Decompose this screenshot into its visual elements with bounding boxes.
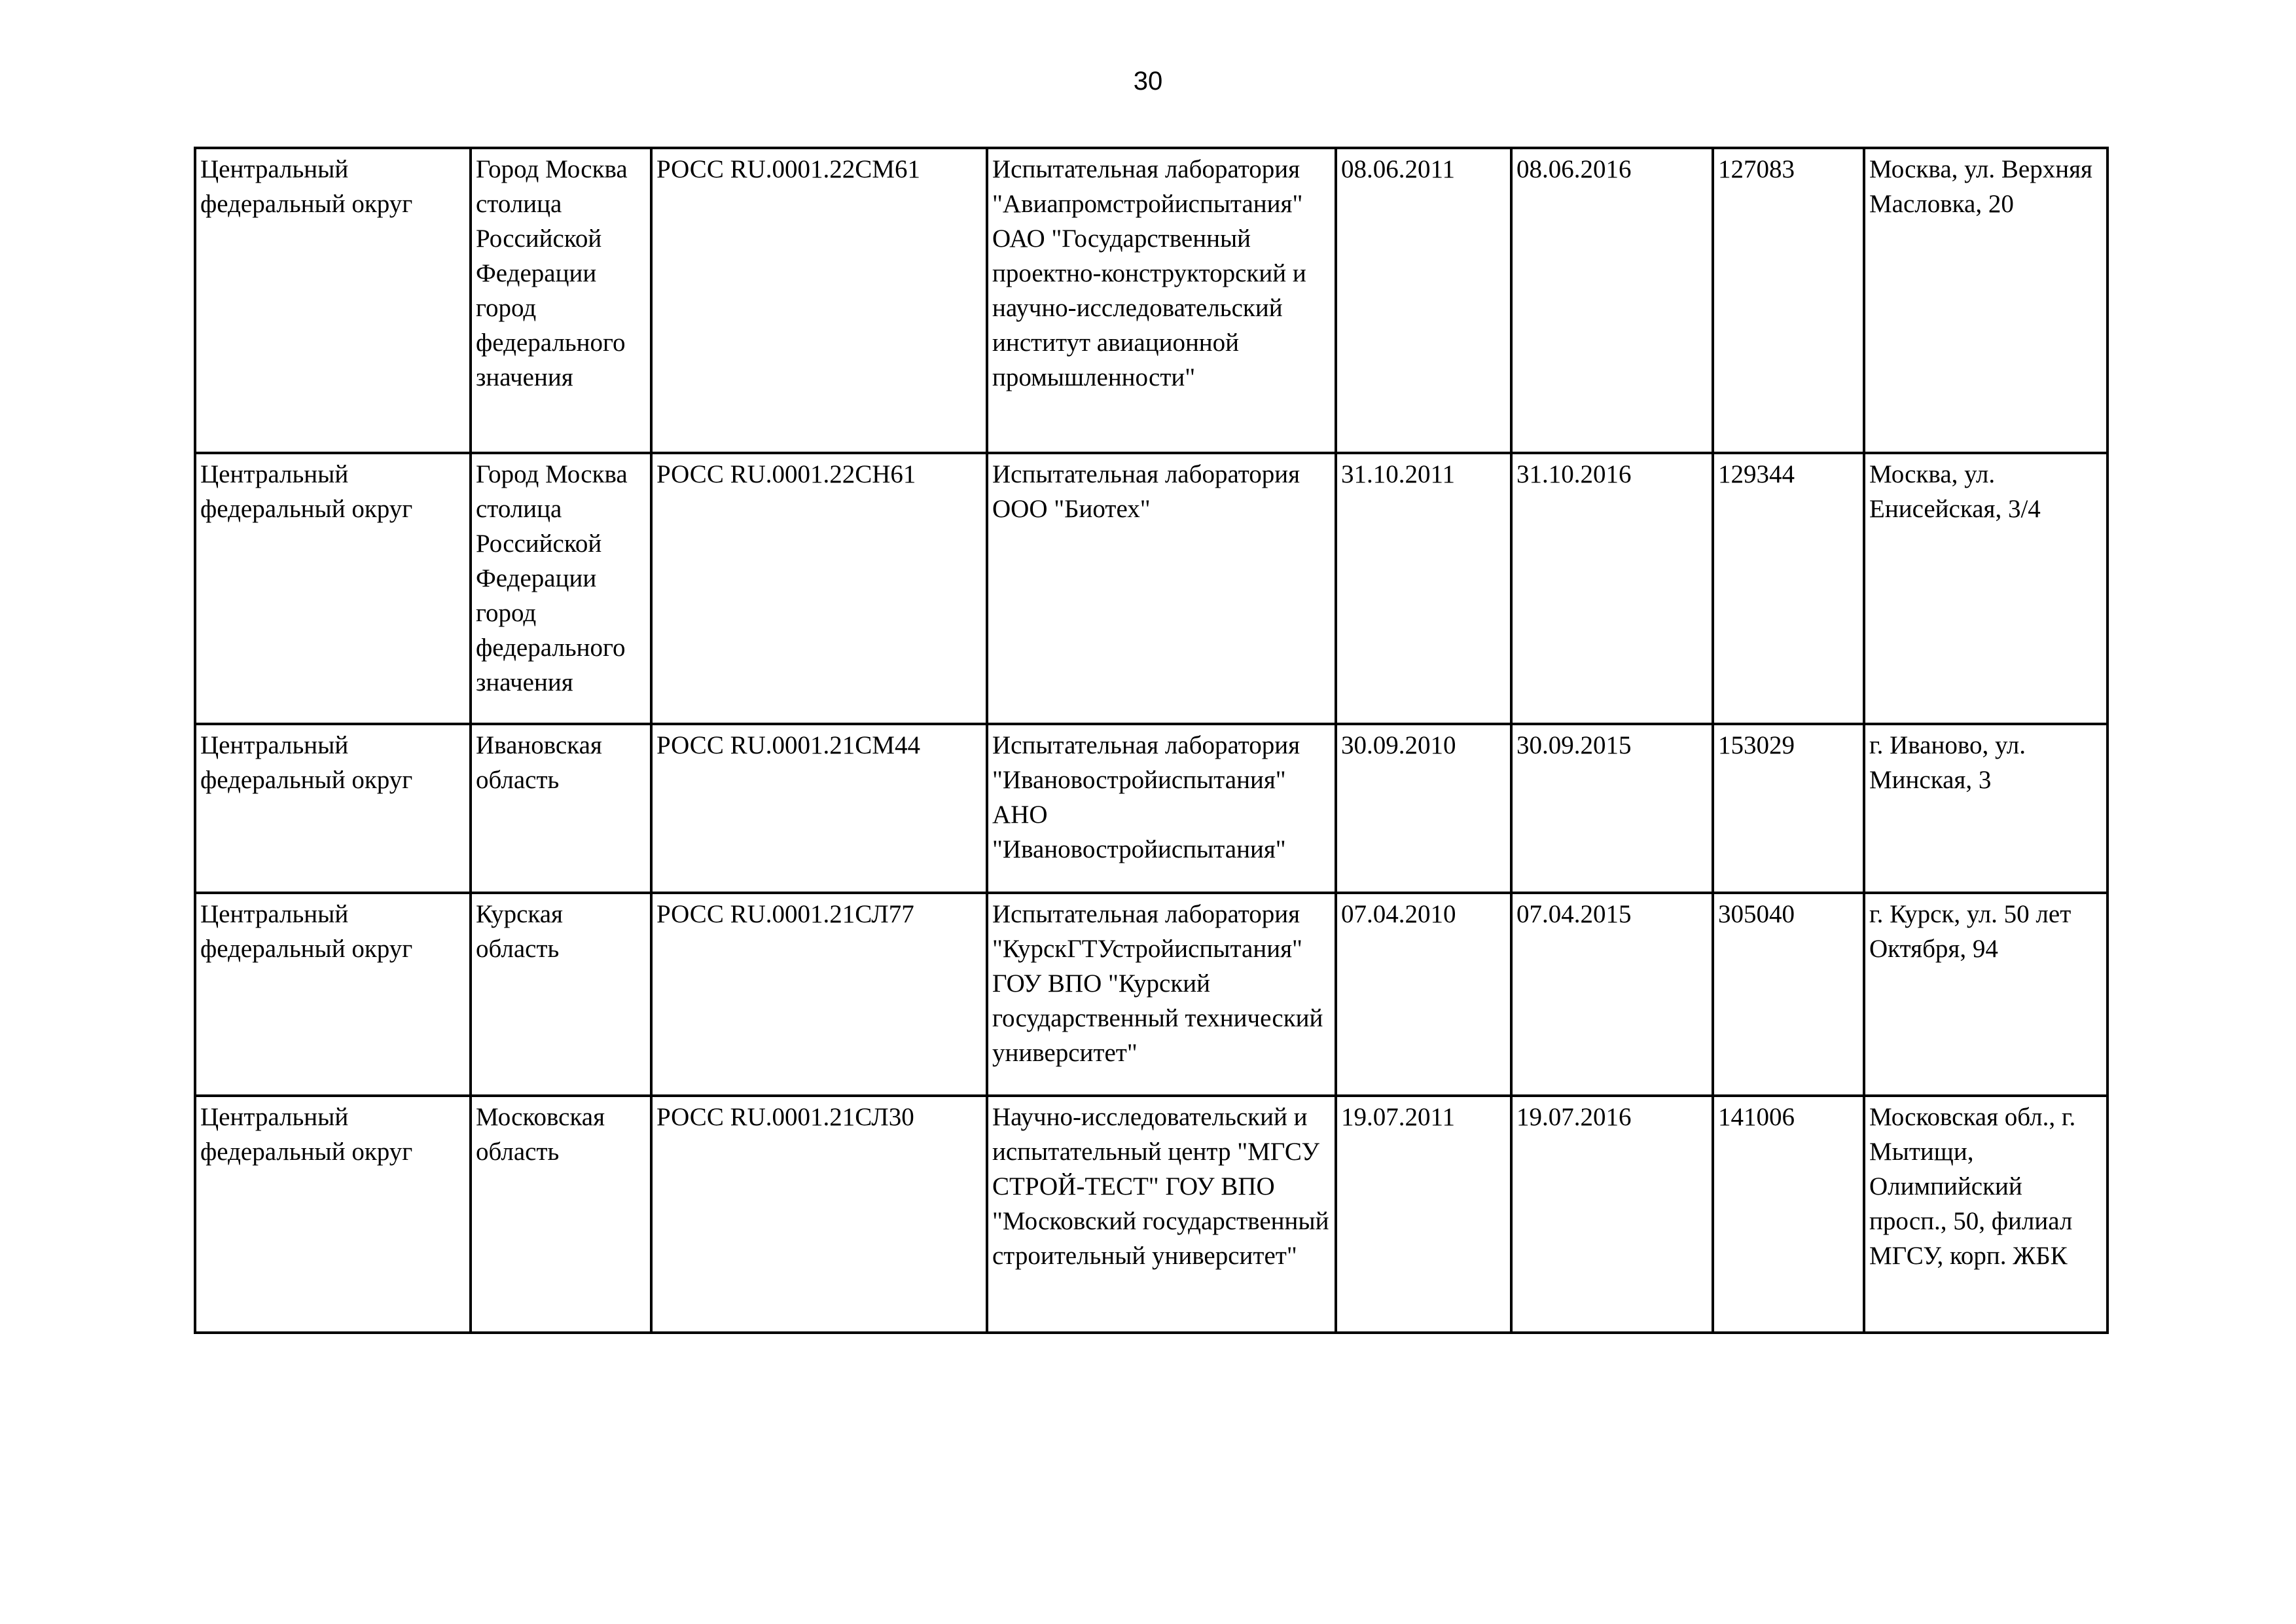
date-to-cell: 19.07.2016 — [1511, 1096, 1713, 1333]
address-cell: Московская обл., г. Мытищи, Олимпийский просп., 50, филиал МГСУ, корп. ЖБК — [1864, 1096, 2108, 1333]
organization-cell: Испытательная лаборатория "КурскГТУстройиспытания" ГОУ ВПО "Курский государственный технический университет" — [987, 893, 1336, 1096]
date-from-cell: 31.10.2011 — [1336, 453, 1511, 724]
date-to-cell: 30.09.2015 — [1511, 724, 1713, 893]
region-cell: Город Москва столица Российской Федерации город федерального значения — [471, 148, 651, 453]
district-cell: Центральный федеральный округ — [195, 893, 471, 1096]
table-row — [195, 1096, 2108, 1333]
organization-cell: Испытательная лаборатория "Ивановостройиспытания" АНО "Ивановостройиспытания" — [987, 724, 1336, 893]
date-to-cell: 31.10.2016 — [1511, 453, 1713, 724]
certificate-cell: РОСС RU.0001.22СМ61 — [651, 148, 987, 453]
district-cell: Центральный федеральный округ — [195, 148, 471, 453]
district-cell: Центральный федеральный округ — [195, 724, 471, 893]
region-cell — [471, 453, 651, 724]
certificate-cell: РОСС RU.0001.21СМ44 — [651, 724, 987, 893]
address-cell: Москва, ул. Енисейская, 3/4 — [1864, 453, 2108, 724]
page-number: 30 — [1133, 67, 1163, 96]
region-cell: Курская область — [471, 893, 651, 1096]
organization-cell: Испытательная лаборатория "Авиапромстройиспытания" ОАО "Государственный проектно-конструкторский и научно-исследовательский институт авиационной промышленности" — [987, 148, 1336, 453]
region-cell: Московская область — [471, 1096, 651, 1333]
certificate-cell: РОСС RU.0001.21СЛ30 — [651, 1096, 987, 1333]
certificate-cell: РОСС RU.0001.21СЛ77 — [651, 893, 987, 1096]
postcode-cell: 141006 — [1713, 1096, 1864, 1333]
organization-cell: Научно-исследовательский и испытательный центр "МГСУ СТРОЙ-ТЕСТ" ГОУ ВПО "Московский государственный строительный университет" — [987, 1096, 1336, 1333]
date-to-cell: 08.06.2016 — [1511, 148, 1713, 453]
postcode-cell: 127083 — [1713, 148, 1864, 453]
postcode-cell: 129344 — [1713, 453, 1864, 724]
date-from-cell: 08.06.2011 — [1336, 148, 1511, 453]
district-cell: Центральный федеральный округ — [195, 453, 471, 724]
table-row — [195, 893, 2108, 1096]
date-to-cell: 07.04.2015 — [1511, 893, 1713, 1096]
date-from-cell: 07.04.2010 — [1336, 893, 1511, 1096]
laboratories-table — [194, 147, 2109, 1334]
table-row — [195, 453, 2108, 724]
table-row — [195, 148, 2108, 453]
address-cell: Москва, ул. Верхняя Масловка, 20 — [1864, 148, 2108, 453]
postcode-cell: 153029 — [1713, 724, 1864, 893]
organization-cell: Испытательная лаборатория ООО "Биотех" — [987, 453, 1336, 724]
date-from-cell: 30.09.2010 — [1336, 724, 1511, 893]
district-cell: Центральный федеральный округ — [195, 1096, 471, 1333]
address-cell: г. Иваново, ул. Минская, 3 — [1864, 724, 2108, 893]
date-from-cell: 19.07.2011 — [1336, 1096, 1511, 1333]
table-row — [195, 724, 2108, 893]
certificate-cell: РОСС RU.0001.22СН61 — [651, 453, 987, 724]
region-cell: Ивановская область — [471, 724, 651, 893]
address-cell: г. Курск, ул. 50 лет Октября, 94 — [1864, 893, 2108, 1096]
region-text-clip: Город Москва столица Российской Федерации город федерального значения — [476, 460, 628, 696]
postcode-cell: 305040 — [1713, 893, 1864, 1096]
